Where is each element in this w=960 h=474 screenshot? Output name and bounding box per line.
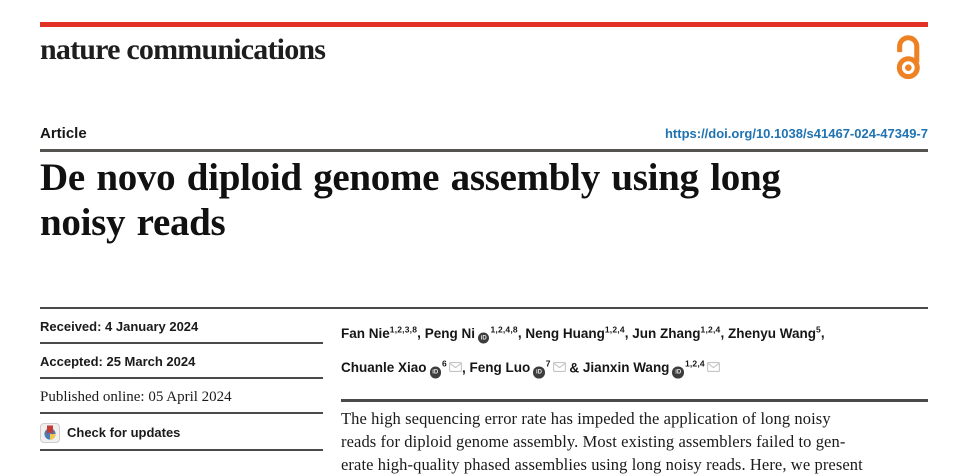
masthead — [40, 31, 928, 83]
accepted-date: Accepted: 25 March 2024 — [40, 344, 323, 379]
doi-link[interactable]: https://doi.org/10.1038/s41467-024-47349-7 — [664, 126, 928, 141]
article-page — [40, 22, 928, 474]
abstract-line-1: The high sequencing error rate has impeded the application of long noisy — [341, 408, 831, 428]
affiliation-superscript: 1,2,3,8 — [389, 324, 418, 334]
check-for-updates-label: Check for updates — [67, 425, 181, 440]
authors-abstract-column — [341, 309, 928, 474]
author[interactable]: Neng Huang$^{1,2,4}$ — [525, 324, 625, 341]
affiliation-superscript: 1,2,4 — [700, 324, 721, 334]
article-title — [40, 155, 928, 245]
masthead-accent-bar — [40, 22, 928, 27]
orcid-icon[interactable]: iD — [533, 367, 545, 379]
crossmark-icon — [40, 423, 60, 443]
affiliation-superscript: 1,2,4 — [604, 324, 625, 334]
author[interactable]: Peng Ni iD$^{1,2,4,8}$ — [425, 326, 518, 341]
abstract-line-2: reads for diploid genome assembly. Most existing assemblers failed to gen- — [341, 431, 846, 451]
affiliation-superscript: 6 — [442, 358, 447, 369]
kicker-row — [40, 125, 928, 142]
abstract-text — [341, 407, 928, 474]
affiliation-superscript: 7 — [545, 358, 551, 369]
author[interactable]: Jun Zhang$^{1,2,4}$ — [632, 324, 721, 341]
received-date: Received: 4 January 2024 — [40, 309, 323, 344]
author[interactable]: Zhenyu Wang$^5$ — [727, 324, 821, 341]
author[interactable]: Chuanle Xiao $iD^6$ — [341, 360, 462, 375]
author-list: Fan Nie$^{1,2,3,8}$, Peng Ni iD$^{1,2,4,8}$, Neng Huang$^{1,2,4}$, Jun Zhang$^{1,2,4}$, Zhenyu Wang$^5$, Chuanle Xiao $iD^6$ , Feng Luo $iD^7$ & Jianxin Wang iD$^{1,2,4}$ — [341, 314, 928, 383]
authors-rule — [341, 399, 928, 402]
affiliation-superscript: 1,2,4 — [684, 358, 705, 369]
email-envelope-icon[interactable] — [449, 360, 462, 375]
info-section — [40, 307, 928, 474]
article-type-label: Article — [40, 125, 87, 142]
email-envelope-icon[interactable] — [707, 360, 720, 375]
title-line-1: De novo diploid genome assembly using long — [40, 156, 781, 199]
abstract-line-3: erate high-quality phased assemblies using long noisy reads. Here, we present — [341, 454, 863, 474]
open-access-icon — [891, 33, 926, 85]
orcid-icon[interactable]: iD — [478, 332, 490, 344]
author[interactable]: Fan Nie$^{1,2,3,8}$ — [341, 324, 418, 341]
published-date: Published online: 05 April 2024 — [40, 379, 323, 414]
author[interactable]: Jianxin Wang iD$^{1,2,4}$ — [583, 360, 720, 375]
email-envelope-icon[interactable] — [553, 360, 566, 375]
header-rule — [40, 149, 928, 152]
affiliation-superscript: 1,2,4,8 — [490, 324, 518, 334]
orcid-icon[interactable]: iD — [672, 367, 684, 379]
history-column — [40, 309, 323, 474]
check-for-updates-button[interactable] — [40, 414, 323, 451]
affiliation-superscript: 5 — [815, 324, 821, 334]
journal-wordmark[interactable]: nature communications — [40, 33, 326, 66]
author[interactable]: Feng Luo $iD^7$ — [469, 360, 565, 375]
orcid-icon[interactable]: iD — [430, 367, 442, 379]
title-line-2: noisy reads — [40, 201, 226, 244]
